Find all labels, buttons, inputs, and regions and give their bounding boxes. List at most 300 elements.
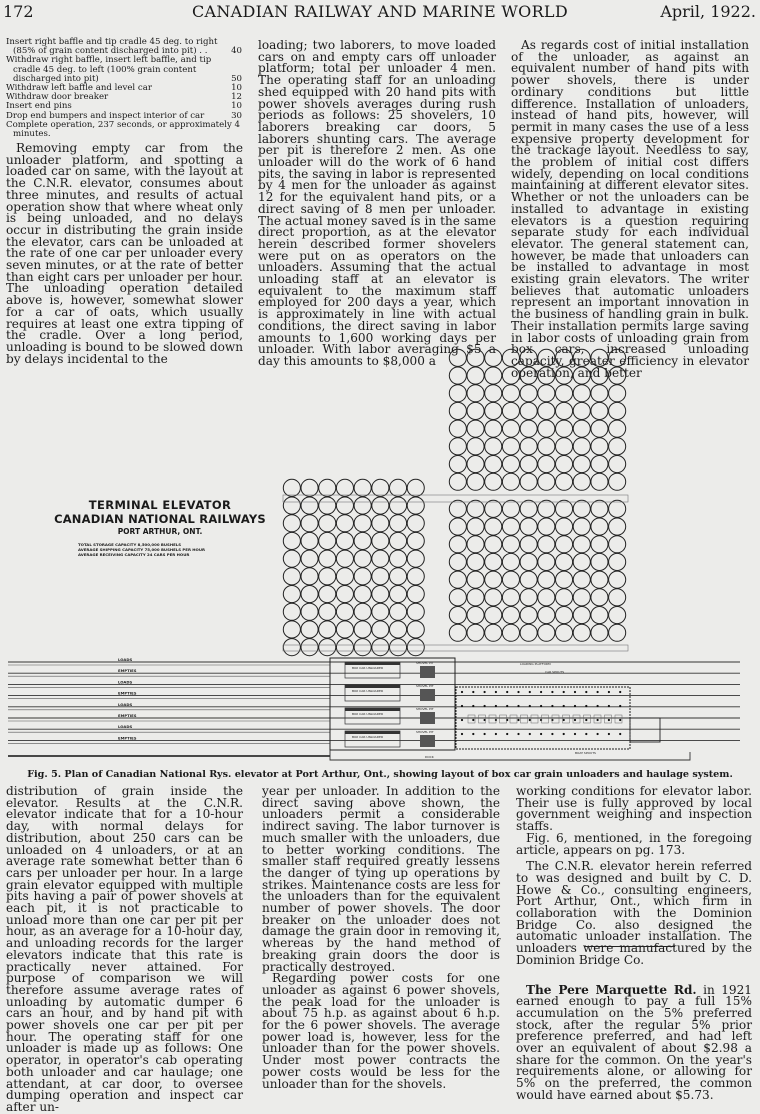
storage-bin	[449, 420, 466, 437]
storage-bin	[407, 479, 424, 496]
boat-spouts-label: BOAT SPOUTS	[575, 751, 596, 755]
storage-bin	[538, 500, 555, 517]
column-marker	[540, 691, 542, 693]
storage-bin	[354, 550, 371, 567]
storage-bin	[319, 497, 336, 514]
lower-column-2	[262, 786, 500, 1090]
track-label: EMPTIES	[118, 668, 137, 674]
operations-table	[6, 38, 242, 139]
storage-bin	[354, 515, 371, 532]
column-marker	[540, 705, 542, 707]
column-marker	[472, 705, 474, 707]
shovel-pit-label: SHOVEL PIT	[416, 707, 434, 711]
storage-bin	[609, 420, 626, 437]
storage-bin	[390, 515, 407, 532]
storage-bin	[502, 385, 519, 402]
column-marker	[551, 719, 553, 721]
column-marker	[529, 719, 531, 721]
operation-total: Complete operation, 237 seconds, or approximately 4 minutes.	[6, 119, 241, 140]
car-spouts-label: CAR SPOUTS	[545, 670, 565, 674]
storage-bin	[502, 607, 519, 624]
track-label: LOADS	[118, 701, 133, 707]
dock-outline	[330, 750, 690, 760]
section-divider	[585, 946, 675, 947]
column-marker	[517, 705, 519, 707]
storage-bin	[573, 349, 590, 366]
storage-bin	[556, 402, 573, 419]
storage-bin	[407, 515, 424, 532]
storage-bin	[467, 473, 484, 490]
storage-bin	[556, 518, 573, 535]
operation-label: Insert end pins	[6, 101, 72, 112]
storage-bin	[319, 479, 336, 496]
storage-bin	[372, 550, 389, 567]
column-marker	[484, 691, 486, 693]
scale-hopper	[584, 715, 591, 723]
unloader-cab	[345, 685, 400, 688]
unloader-cab	[345, 731, 400, 734]
paragraph: loading; two laborers, to move loaded cars on and empty cars off unloader platform; total per unloader 4 men. The operating staff for an unloading shed equipped with 20 hand pits with power shovels averages during rush periods as follows: 25 shovelers, 10 laborers breaking car doors, 5 laborers shunting cars. The average per pit is therefore 2 men. As one unloader will do the work of 6 hand pits, the saving in labor is represented by 4 men for the unloader as against 12 for the equivalent hand pits, or a direct saving of 8 men per unloader. The actual money saved is in the same direct proportion, as at the elevator herein described former shovelers were put on as operators on the unloaders. Assuming that the actual unloading staff at an elevator is equivalent to the maximum staff employed for 200 days a year, which is approximately in line with actual conditions, the direct saving in labor amounts to 1,600 working days per unloader. With labor averaging $5 a day this amounts to $8,000 a	[258, 38, 496, 368]
scale-hopper	[615, 715, 622, 723]
storage-bin	[520, 607, 537, 624]
column-marker	[461, 705, 463, 707]
storage-bin	[609, 473, 626, 490]
column-marker	[529, 733, 531, 735]
storage-bin	[538, 438, 555, 455]
storage-bin	[591, 456, 608, 473]
storage-bin	[283, 515, 300, 532]
storage-bin	[407, 532, 424, 549]
spec-line: TOTAL STORAGE CAPACITY 8,500,000 BUSHELS	[78, 542, 182, 547]
storage-bin	[609, 536, 626, 553]
unloader-label: BOX CAR UNLOADER	[352, 735, 384, 739]
storage-bin	[502, 402, 519, 419]
operation-label: Withdraw door breaker	[6, 92, 109, 103]
storage-bin	[372, 621, 389, 638]
operation-seconds: 30	[231, 110, 242, 121]
operation-label: Withdraw left baffle and level car	[6, 83, 152, 94]
storage-bin	[336, 621, 353, 638]
storage-bin	[449, 553, 466, 570]
track-label: LOADS	[118, 657, 133, 662]
storage-bin	[390, 497, 407, 514]
paragraph: Removing empty car from the unloader platform, and spotting a loaded car on same, with the layout at the C.N.R. elevator, consumes about three minutes, and results of actual operation show that where wheat only is being unloaded, and no delays occur in distributing the grain inside the elevator, cars can be unloaded at the rate of one car per unloader every seven minutes, or at the rate of better than eight cars per unloader per hour. The unloading operation detailed above is, however, somewhat slower for a car of oats, which usually requires at least one extra tipping of the cradle. Over a long period, unloading is bound to be slowed down by delays incidental to the	[6, 141, 243, 366]
storage-bin	[573, 624, 590, 641]
storage-bin	[573, 438, 590, 455]
storage-bin	[502, 473, 519, 490]
storage-bin	[449, 438, 466, 455]
storage-bin	[467, 518, 484, 535]
storage-bin	[485, 402, 502, 419]
column-marker	[563, 705, 565, 707]
storage-bin	[319, 550, 336, 567]
storage-bin	[591, 624, 608, 641]
column-marker	[517, 719, 519, 721]
storage-bin	[591, 536, 608, 553]
column-marker	[574, 733, 576, 735]
paragraph: Fig. 6, mentioned, in the foregoing article, appears on pg. 173.	[516, 830, 752, 857]
storage-bin	[407, 568, 424, 585]
spec-line: AVERAGE SHIPPING CAPACITY 75,000 BUSHELS PER HOUR	[78, 547, 206, 552]
news-note-lead: The Pere Marquette Rd.	[526, 982, 697, 997]
lower-column-1	[6, 786, 243, 1114]
storage-bin	[609, 607, 626, 624]
page-header	[0, 2, 760, 24]
storage-bin	[485, 456, 502, 473]
storage-bin	[556, 536, 573, 553]
storage-bin	[520, 473, 537, 490]
upper-column-3	[511, 40, 749, 379]
column-marker	[472, 691, 474, 693]
storage-bin	[467, 553, 484, 570]
storage-bin	[609, 456, 626, 473]
operation-seconds: 50	[231, 73, 242, 84]
storage-bin	[485, 385, 502, 402]
storage-bin	[556, 553, 573, 570]
operation-row	[6, 38, 242, 56]
track-label: EMPTIES	[118, 690, 137, 696]
storage-bin	[301, 603, 318, 620]
storage-bin	[520, 589, 537, 606]
storage-bin	[336, 568, 353, 585]
storage-bin	[283, 639, 300, 656]
storage-bin	[609, 500, 626, 517]
storage-bin	[485, 438, 502, 455]
storage-bin	[485, 500, 502, 517]
upper-column-2	[258, 40, 496, 368]
storage-bin	[467, 589, 484, 606]
storage-bin	[502, 420, 519, 437]
paragraph: year per unloader. In addition to the direct saving above shown, the unloaders permit a considerable indirect saving. The labor turnover is much smaller with the unloaders, due to better working conditions. The smaller staff required greatly lessens the danger of tying up operations by strikes. Maintenance costs are less for the unloaders than for the equivalent number of power shovels. The door breaker on the unloader does not damage the grain door in removing it, whereas by the hand method of breaking grain doors the door is practically destroyed.	[262, 784, 500, 974]
storage-bin	[449, 536, 466, 553]
operation-label: Drop end bumpers and inspect interior of car	[6, 110, 205, 121]
column-marker	[619, 719, 621, 721]
column-marker	[563, 733, 565, 735]
storage-bin	[538, 402, 555, 419]
unloader-shed	[330, 658, 455, 750]
scale-hopper	[489, 715, 496, 723]
storage-bin	[301, 497, 318, 514]
storage-bin	[283, 497, 300, 514]
storage-bin	[485, 367, 502, 384]
storage-bin	[538, 607, 555, 624]
publication-title: CANADIAN RAILWAY AND MARINE WORLD	[191, 2, 568, 21]
shovel-pit	[420, 712, 435, 724]
storage-bin	[467, 402, 484, 419]
operation-seconds: 10	[231, 101, 242, 112]
storage-bin	[591, 607, 608, 624]
storage-bin	[573, 473, 590, 490]
storage-bin	[538, 518, 555, 535]
scale-hopper	[500, 715, 507, 723]
shovel-pit-label: SHOVEL PIT	[416, 661, 434, 665]
column-marker	[506, 733, 508, 735]
storage-bin	[283, 532, 300, 549]
storage-bin	[538, 589, 555, 606]
shovel-pit-label: SHOVEL PIT	[416, 684, 434, 688]
storage-bin	[556, 500, 573, 517]
operation-seconds: 12	[231, 92, 242, 103]
scale-hopper	[510, 715, 517, 723]
track-label: LOADS	[118, 679, 133, 685]
storage-bin	[573, 518, 590, 535]
column-marker	[551, 705, 553, 707]
lower-column-3	[516, 786, 752, 1102]
column-marker	[619, 691, 621, 693]
storage-bin	[591, 571, 608, 588]
storage-bin	[609, 589, 626, 606]
storage-bin	[520, 349, 537, 366]
storage-bin	[354, 532, 371, 549]
column-marker	[608, 719, 610, 721]
storage-bin	[520, 624, 537, 641]
storage-bin	[591, 402, 608, 419]
storage-bin	[591, 500, 608, 517]
storage-bin	[390, 550, 407, 567]
column-marker	[619, 733, 621, 735]
storage-bin	[467, 367, 484, 384]
storage-bin	[467, 607, 484, 624]
storage-bin	[609, 349, 626, 366]
storage-bin	[502, 349, 519, 366]
storage-bin	[502, 438, 519, 455]
storage-bin	[354, 621, 371, 638]
storage-bin	[372, 515, 389, 532]
storage-bin	[319, 586, 336, 603]
storage-bin	[573, 456, 590, 473]
storage-bin	[449, 571, 466, 588]
column-marker	[540, 733, 542, 735]
storage-bin	[609, 553, 626, 570]
storage-bin	[520, 385, 537, 402]
storage-bin	[520, 571, 537, 588]
operation-row	[6, 56, 242, 84]
storage-bin	[520, 438, 537, 455]
storage-bin	[449, 500, 466, 517]
storage-bin	[502, 553, 519, 570]
operation-seconds: 40	[231, 46, 242, 57]
unloader-label: BOX CAR UNLOADER	[352, 712, 384, 716]
storage-bin	[390, 586, 407, 603]
storage-bin	[336, 639, 353, 656]
storage-bin	[301, 532, 318, 549]
storage-bin	[390, 603, 407, 620]
storage-bin	[538, 385, 555, 402]
drawing-title-block	[40, 498, 280, 536]
drawing-title: TERMINAL ELEVATOR	[88, 498, 232, 512]
storage-bin	[502, 624, 519, 641]
storage-bin	[467, 385, 484, 402]
storage-bin	[538, 367, 555, 384]
paragraph: Regarding power costs for one unloader as against 6 power shovels, the peak load for the unloader is about 75 h.p. as against about 6 h.p. for the 6 power shovels. The average power load is, however, less for the unloader than for the power shovels. Under most power contracts the power costs would be less for the unloader than for the shovels.	[262, 971, 500, 1091]
storage-bin	[485, 473, 502, 490]
column-marker	[484, 705, 486, 707]
column-marker	[517, 733, 519, 735]
storage-bin	[449, 385, 466, 402]
storage-bin	[449, 589, 466, 606]
storage-bin	[283, 621, 300, 638]
scale-hopper	[552, 715, 559, 723]
column-marker	[495, 705, 497, 707]
storage-bin	[319, 568, 336, 585]
column-marker	[461, 719, 463, 721]
column-marker	[461, 691, 463, 693]
storage-bin	[301, 586, 318, 603]
storage-bin	[283, 479, 300, 496]
storage-bin	[609, 438, 626, 455]
storage-bin	[390, 568, 407, 585]
column-marker	[495, 691, 497, 693]
storage-bin	[336, 550, 353, 567]
storage-bin	[591, 589, 608, 606]
unloader-cab	[345, 708, 400, 711]
storage-bin	[283, 550, 300, 567]
storage-bin	[390, 532, 407, 549]
storage-bin	[336, 586, 353, 603]
unloader-label: BOX CAR UNLOADER	[352, 666, 384, 670]
storage-bin	[556, 571, 573, 588]
shovel-pit	[420, 735, 435, 747]
column-marker	[585, 691, 587, 693]
column-marker	[574, 705, 576, 707]
storage-bin	[609, 571, 626, 588]
storage-bin	[485, 624, 502, 641]
storage-bin	[591, 473, 608, 490]
storage-bin	[407, 586, 424, 603]
storage-bin	[556, 438, 573, 455]
storage-bin	[556, 367, 573, 384]
storage-bin	[449, 607, 466, 624]
storage-bin	[485, 607, 502, 624]
storage-bin	[520, 518, 537, 535]
storage-bin	[485, 571, 502, 588]
storage-bin	[319, 515, 336, 532]
scale-hopper	[521, 715, 528, 723]
storage-bin	[372, 603, 389, 620]
storage-bin	[372, 568, 389, 585]
drawing-owner: CANADIAN NATIONAL RAILWAYS	[54, 512, 266, 526]
spec-line: AVERAGE RECEIVING CAPACITY 24 CARS PER HOUR	[78, 552, 190, 557]
storage-bin	[573, 500, 590, 517]
paragraph: As regards cost of initial installation of the unloader, as against an equivalent number of hand pits with power shovels, there is under ordinary conditions but little difference. Installation of unloaders, instead of hand pits, however, will permit in many cases the use of a less expensive property development for the trackage layout. Needless to say, the problem of initial cost differs widely, depending on local conditions maintaining at different elevator sites. Whether or not the unloaders can be installed to advantage in existing elevators is a question requiring separate study for each individual elevator. The general statement can, however, be made that unloaders can be installed to advantage in most existing grain elevators. The writer believes that automatic unloaders represent an important innovation in the business of handling grain in bulk. Their installation permits large saving in labor costs of unloading grain from box cars, increased unloading capacity, greater efficiency in elevator operation, and better	[511, 38, 749, 380]
storage-bin	[609, 385, 626, 402]
storage-bin	[407, 603, 424, 620]
storage-bin	[319, 621, 336, 638]
storage-bin	[591, 553, 608, 570]
storage-bin	[573, 553, 590, 570]
storage-bin	[372, 586, 389, 603]
storage-bin	[449, 367, 466, 384]
storage-bin	[538, 456, 555, 473]
storage-bin	[301, 568, 318, 585]
storage-bin	[520, 420, 537, 437]
storage-bin	[485, 349, 502, 366]
shovel-pit	[420, 689, 435, 701]
storage-bin	[556, 385, 573, 402]
storage-bin	[609, 624, 626, 641]
storage-bin	[301, 639, 318, 656]
storage-bin	[354, 586, 371, 603]
column-marker	[551, 691, 553, 693]
storage-bin	[556, 456, 573, 473]
storage-bin	[573, 536, 590, 553]
drawing-location: PORT ARTHUR, ONT.	[117, 527, 203, 536]
storage-bin	[485, 589, 502, 606]
storage-bin	[591, 349, 608, 366]
storage-bin	[467, 456, 484, 473]
storage-bin	[538, 536, 555, 553]
storage-bin	[449, 624, 466, 641]
storage-bin	[354, 568, 371, 585]
storage-bin	[467, 438, 484, 455]
storage-bin	[538, 349, 555, 366]
storage-bin	[609, 367, 626, 384]
column-marker	[597, 705, 599, 707]
storage-bin	[319, 532, 336, 549]
column-marker	[585, 719, 587, 721]
storage-bin	[485, 518, 502, 535]
storage-bin	[449, 518, 466, 535]
storage-bin	[520, 402, 537, 419]
storage-bin	[573, 589, 590, 606]
storage-bin	[556, 624, 573, 641]
storage-bin	[573, 385, 590, 402]
paragraph: distribution of grain inside the elevator. Results at the C.N.R. elevator indicate that for a 10-hour day, with normal delays for distribution, about 250 cars can be unloaded on 4 unloaders, or at an average rate somewhat better than 6 cars per unloader per hour. In a large grain elevator equipped with multiple pits having a pair of power shovels at each pit, it is not practicable to unload more than one car per pit per hour, as an average for a 10-hour day, and unloading records for the larger elevators indicate that this rate is practically never attained. For purpose of comparison we will therefore assume average rates of unloading by automatic dumper 6 cars an hour, and by hand pit with power shovels one car per pit per hour. The operating staff for one unloader is made up as follows: One operator, in operator's cab operating both unloader and car haulage; one attendant, at car door, to oversee dumping operation and inspect car after un-	[6, 784, 243, 1114]
storage-bin	[485, 420, 502, 437]
shovel-pit	[420, 666, 435, 678]
storage-bin	[407, 621, 424, 638]
storage-bin	[301, 479, 318, 496]
storage-bin	[556, 420, 573, 437]
scale-hopper	[573, 715, 580, 723]
storage-bin	[485, 553, 502, 570]
loading-platform-label: LOADING PLATFORM	[520, 662, 551, 666]
storage-bin	[591, 438, 608, 455]
storage-bin	[449, 402, 466, 419]
page-number: 172	[3, 2, 34, 21]
storage-bin	[390, 621, 407, 638]
storage-bin	[502, 589, 519, 606]
scale-hopper	[531, 715, 538, 723]
storage-bin	[301, 550, 318, 567]
storage-bin	[301, 515, 318, 532]
storage-bin	[407, 550, 424, 567]
storage-bin	[502, 518, 519, 535]
storage-bin	[609, 402, 626, 419]
column-marker	[472, 719, 474, 721]
storage-bin	[538, 553, 555, 570]
track-label: EMPTIES	[118, 735, 137, 741]
column-marker	[574, 691, 576, 693]
storage-bin	[336, 515, 353, 532]
storage-bin	[336, 532, 353, 549]
storage-bin	[502, 536, 519, 553]
storage-bin	[336, 497, 353, 514]
storage-bin	[301, 621, 318, 638]
storage-bin	[520, 553, 537, 570]
column-marker	[484, 733, 486, 735]
storage-bin	[319, 603, 336, 620]
storage-bin	[538, 571, 555, 588]
scale-hopper	[605, 715, 612, 723]
figure-5-elevator-plan	[0, 340, 760, 780]
unloader-label: BOX CAR UNLOADER	[352, 689, 384, 693]
storage-bin	[609, 518, 626, 535]
column-marker	[529, 705, 531, 707]
storage-bin	[390, 479, 407, 496]
storage-bin	[556, 473, 573, 490]
storage-bin	[591, 385, 608, 402]
